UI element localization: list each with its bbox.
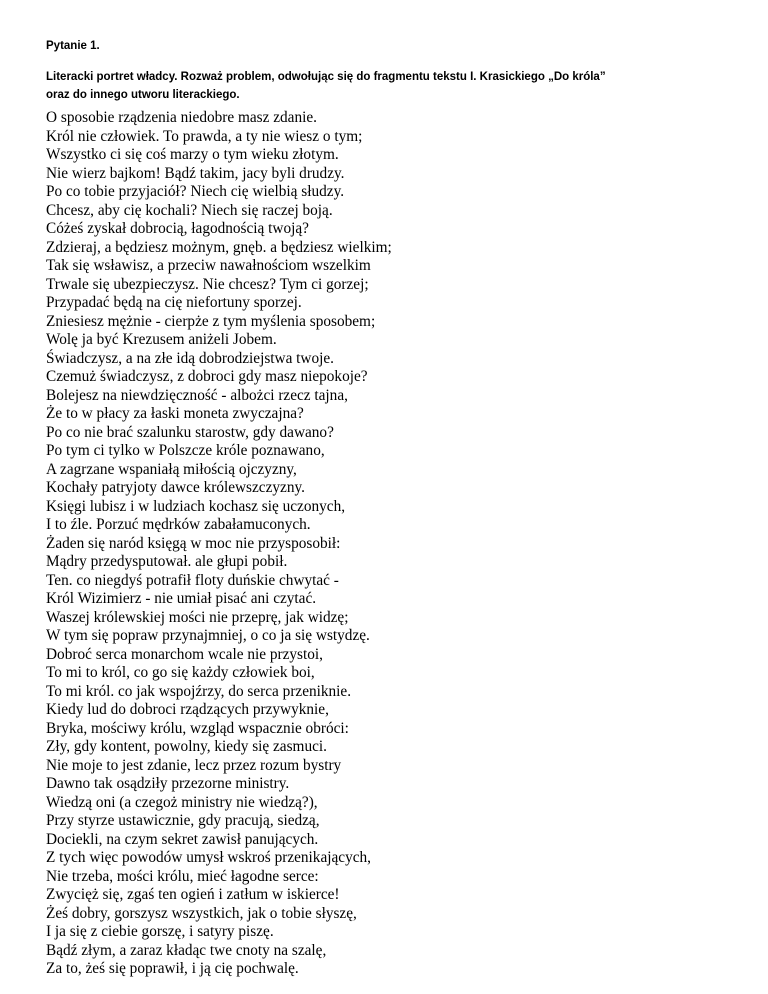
- poem-line: O sposobie rządzenia niedobre masz zdanie.: [46, 109, 317, 126]
- poem-line: I ja się z ciebie gorszę, i satyry piszę.: [46, 923, 274, 940]
- poem-line: Z tych więc powodów umysł wskroś przenikających,: [46, 849, 371, 866]
- poem-line: Mądry przedysputował. ale głupi pobił.: [46, 553, 288, 570]
- poem-line: Przypadać będą na cię niefortuny sporzej.: [46, 294, 302, 311]
- poem-line: Po co tobie przyjaciół? Niech cię wielbią słudzy.: [46, 183, 345, 200]
- poem-line: Nie trzeba, mości królu, mieć łagodne serce:: [46, 867, 319, 885]
- poem-line: To mi to król, co go się każdy człowiek boi,: [46, 664, 315, 681]
- poem-line: Zdzieraj, a będziesz możnym, gnęb. a będziesz wielkim;: [46, 238, 392, 256]
- poem-line: Trwale się ubezpieczysz. Nie chcesz? Tym ci gorzej;: [46, 275, 369, 293]
- poem-line: Zniesiesz mężnie - cierpże z tym myślenia sposobem;: [46, 312, 376, 330]
- poem-line: Dawno tak osądziły przezorne ministry.: [46, 775, 290, 792]
- poem-text: [46, 109, 726, 979]
- poem-line: W tym się popraw przynajmniej, o co ja się wstydzę.: [46, 627, 370, 644]
- poem-line: Nie moje to jest zdanie, lecz przez rozum bystry: [46, 756, 342, 774]
- poem-line: Bądź złym, a zaraz kładąc twe cnoty na szalę,: [46, 941, 327, 959]
- poem-line: Wszystko ci się coś marzy o tym wieku złotym.: [46, 146, 339, 163]
- poem-line: Świadczysz, a na złe idą dobrodziejstwa twoje.: [46, 349, 334, 367]
- poem-line: Zły, gdy kontent, powolny, kiedy się zasmuci.: [46, 738, 327, 755]
- poem-line: Czemuż świadczysz, z dobroci gdy masz niepokoje?: [46, 368, 368, 385]
- poem-line: Bryka, mościwy królu, wzgląd wspacznie obróci:: [46, 719, 349, 737]
- poem-line: Przy styrze ustawicznie, gdy pracują, siedzą,: [46, 812, 320, 829]
- poem-line: Dociekli, na czym sekret zawisł panujących.: [46, 830, 319, 848]
- task-line: Literacki portret władcy. Rozważ problem, odwołując się do fragmentu tekstu I. Krasickiego „Do króla”: [46, 71, 606, 83]
- poem-line: Zwycięż się, zgaś ten ogień i zatłum w iskierce!: [46, 886, 340, 903]
- poem-line: Król Wizimierz - nie umiał pisać ani czytać.: [46, 590, 317, 607]
- poem-line: Bolejesz na niewdzięczność - albożci rzecz tajna,: [46, 386, 348, 404]
- poem-line: Za to, żeś się poprawił, i ją cię pochwalę.: [46, 960, 299, 977]
- poem-line: To mi król. co jak wspojźrzy, do serca przeniknie.: [46, 682, 352, 700]
- poem-line: Że to w płacy za łaski moneta zwyczajna?: [46, 405, 304, 422]
- poem-line: Dobroć serca monarchom wcale nie przystoi,: [46, 645, 323, 663]
- poem-line: Wolę ja być Krezusem aniżeli Jobem.: [46, 331, 277, 348]
- poem-line: Po co nie brać szalunku starostw, gdy dawano?: [46, 423, 334, 441]
- poem-line: Cóżeś zyskał dobrocią, łagodnością twoją?: [46, 220, 309, 237]
- poem-line: Kiedy lud do dobroci rządzących przywyknie,: [46, 701, 329, 718]
- poem-line: Kochały patryjoty dawce królewszczyzny.: [46, 479, 305, 496]
- task-instruction: [46, 68, 736, 104]
- poem-line: Król nie człowiek. To prawda, a ty nie wiesz o tym;: [46, 127, 363, 145]
- poem-line: Nie wierz bajkom! Bądź takim, jacy byli drudzy.: [46, 164, 345, 182]
- poem-line: A zagrzane wspaniałą miłością ojczyzny,: [46, 460, 297, 478]
- task-line: oraz do innego utworu literackiego.: [46, 89, 240, 101]
- poem-line: I to źle. Porzuć mędrków zabałamuconych.: [46, 516, 311, 533]
- poem-line: Chcesz, aby cię kochali? Niech się raczej boją.: [46, 201, 333, 219]
- poem-line: Wiedzą oni (a czegoż ministry nie wiedzą?),: [46, 793, 318, 811]
- poem-line: Żaden się naród księgą w moc nie przysposobił:: [46, 534, 341, 552]
- poem-line: Tak się wsławisz, a przeciw nawałnościom wszelkim: [46, 257, 371, 274]
- poem-line: Po tym ci tylko w Polszcze króle poznawano,: [46, 442, 325, 459]
- poem-line: Księgi lubisz i w ludziach kochasz się uczonych,: [46, 497, 346, 515]
- poem-line: Żeś dobry, gorszysz wszystkich, jak o tobie słyszę,: [46, 904, 357, 922]
- poem-line: Ten. co niegdyś potrafił floty duńskie chwytać -: [46, 571, 339, 589]
- poem-line: Waszej królewskiej mości nie przeprę, jak widzę;: [46, 608, 349, 626]
- question-number: Pytanie 1.: [46, 40, 100, 52]
